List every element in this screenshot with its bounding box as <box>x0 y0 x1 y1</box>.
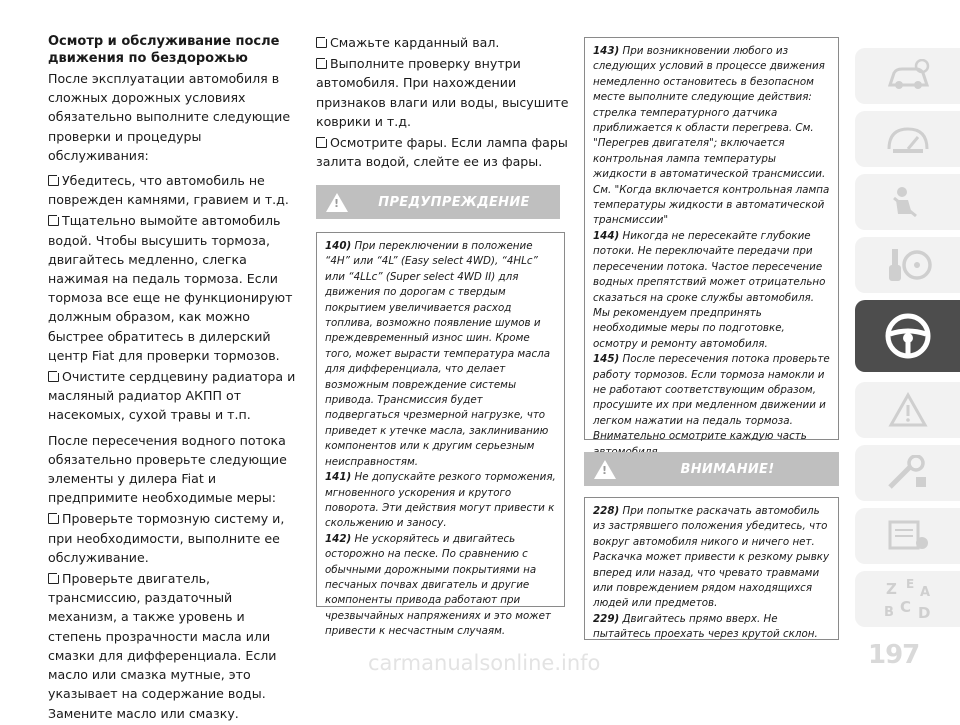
warning-triangle-icon <box>594 460 616 479</box>
checkbox-bullet-icon <box>316 137 327 148</box>
key-steering-icon <box>884 247 932 283</box>
list-item: Осмотрите фары. Если лампа фары залита водой, слейте ее из фары. <box>316 135 568 170</box>
list-item: Тщательно вымойте автомобиль водой. Чтобы высушить тормоза, двигайтесь медленно, слегка нажимая на педаль тормоза. Если тормоза все еще не функционируют должным образом, как можно быстрее обратитесь в дилерский центр Fiat для проверки тормозов. <box>48 213 293 363</box>
checkbox-bullet-icon <box>316 37 327 48</box>
note-item: 144) Никогда не пересекайте глубокие потоки. Не переключайте передачи при пересечении потока. Частое пересечение водных препятствий может отрицательно сказаться на сроке службы автомобиля. Мы рекомендуем предпринять необходимые меры по подготовке, осмотру и ремонту автомобиля. <box>593 229 826 350</box>
checkbox-bullet-icon <box>316 58 327 69</box>
checkbox-bullet-icon <box>48 215 59 226</box>
svg-text:D: D <box>917 604 930 622</box>
safety-icon <box>888 184 928 220</box>
tab-maintenance[interactable] <box>855 445 960 501</box>
tab-active-off-road[interactable] <box>855 300 960 372</box>
caution-header <box>584 452 839 486</box>
note-item: 142) Не ускоряйтесь и двигайтесь осторожно на песке. По сравнению с обычными дорожными покрытиями на песчаных почвах двигатель и другие компоненты привода работают при чрезвычайных напряжениях и это может привести к несчастным случаям. <box>325 532 551 638</box>
tab-index[interactable] <box>855 571 960 627</box>
note-item: 229) Двигайтесь прямо вверх. Не пытайтесь проехать через крутой склон. <box>593 612 818 641</box>
warning-label: ПРЕДУПРЕЖДЕНИЕ <box>378 194 530 210</box>
note-item: 143) При возникновении любого из следующих условий в процессе движения немедленно остановитесь в безопасном месте выполните следующие действия: стрелка температурного датчика приближается к области перегрева. См. "Перегрев двигателя"; включается контрольная лампа температуры жидкости в автоматической трансмиссии. См. "Когда включается контрольная лампа температуры жидкости в автоматической трансмиссии" <box>593 45 830 227</box>
tab-specs[interactable] <box>855 508 960 564</box>
note-item: 228) При попытке раскачать автомобиль из застрявшего положения убедитесь, что вокруг автомобиля никого и ничего нет. Раскачка может привести к резкому рывку вперед или назад, что чревато травмами или повреждением рядом находящихся людей или предметов. <box>593 505 830 610</box>
checkbox-bullet-icon <box>48 573 59 584</box>
list-item: Проверьте тормозную систему и, при необходимости, выполните ее обслуживание. <box>48 511 285 565</box>
checkbox-bullet-icon <box>48 513 59 524</box>
section-title: Осмотр и обслуживание после движения по бездорожью <box>48 34 280 66</box>
svg-text:Z: Z <box>885 580 897 598</box>
notes-box-continued <box>584 37 839 443</box>
wrench-icon <box>886 455 930 491</box>
checkbox-bullet-icon <box>48 175 59 186</box>
list-item: Смажьте карданный вал. <box>316 33 574 52</box>
column-1 <box>48 33 300 725</box>
list-item: Убедитесь, что автомобиль не поврежден камнями, гравием и т.д. <box>48 173 289 208</box>
svg-text:E: E <box>905 577 914 591</box>
index-icon <box>880 574 936 624</box>
svg-text:B: B <box>883 605 894 620</box>
column-2 <box>316 33 574 173</box>
warning-notes-box <box>316 232 565 638</box>
caution-label: ВНИМАНИЕ! <box>680 461 775 477</box>
svg-text:C: C <box>899 598 911 616</box>
list-item: Очистите сердцевину радиатора и масляный радиатор АКПП от насекомых, сухой травы и т.п. <box>48 369 296 423</box>
steering-wheel-icon <box>882 310 934 362</box>
list-item: Проверьте двигатель, трансмиссию, раздаточный механизм, а также уровень и степень прозрачности масла или смазки для дифференциала. Если масло или смазка мутные, это указывает на содержание воды. Замените масло или смазку. <box>48 571 277 721</box>
warning-triangle-icon <box>888 392 928 428</box>
car-info-icon <box>886 59 930 93</box>
paragraph: После пересечения водного потока обязательно проверьте следующие элементы у дилера Fiat и предпримите необходимые меры: <box>48 432 287 506</box>
note-item: 145) После пересечения потока проверьте работу тормозов. Если тормоза намокли и не работают соответствующим образом, просушите их при медленном движении и легком нажатии на педаль тормоза. Внимательно осмотрите каждую часть <box>593 353 830 443</box>
svg-text:A: A <box>919 585 930 600</box>
tab-emergency[interactable] <box>855 382 960 438</box>
tab-safety[interactable] <box>855 174 960 230</box>
list-item: Выполните проверку внутри автомобиля. При нахождении признаков влаги или воды, высушите коврики и т.д. <box>316 56 569 129</box>
dashboard-icon <box>885 123 931 155</box>
caution-notes-box <box>584 497 839 640</box>
chapter-tabs <box>855 48 960 634</box>
warning-header <box>316 185 560 219</box>
tab-car-info[interactable] <box>855 48 960 104</box>
tab-starting-driving[interactable] <box>855 237 960 293</box>
note-item: 140) При переключении в положение “4H” или “4L” (Easy select 4WD), “4HLc” или “4LLc” (Super select 4WD II) для движения по дорогам с твердым покрытием увеличивается расход топлива, возможно появление шумов и преждевременный износ шин. Кроме того, может вырасти температура масла для дифференциала, что делает возможным повреждение системы привода. Трансмиссия будет подвергаться чрезмерной нагрузке, что приведет к утечке масла, заклиниванию компонентов или к другим серьезным неисправностям. <box>325 240 551 468</box>
tab-dashboard[interactable] <box>855 111 960 167</box>
checkbox-bullet-icon <box>48 371 59 382</box>
watermark: carmanualsonline.info <box>368 651 601 675</box>
specs-icon <box>886 519 930 553</box>
intro-paragraph: После эксплуатации автомобиля в сложных дорожных условиях обязательно выполните следующие проверки и процедуры обслуживания: <box>48 71 291 163</box>
warning-triangle-icon <box>326 193 348 212</box>
note-item: 141) Не допускайте резкого торможения, мгновенного ускорения и крутого поворота. Эти действия могут привести к скольжению и заносу. <box>325 471 556 530</box>
page-number: 197 <box>868 640 920 670</box>
